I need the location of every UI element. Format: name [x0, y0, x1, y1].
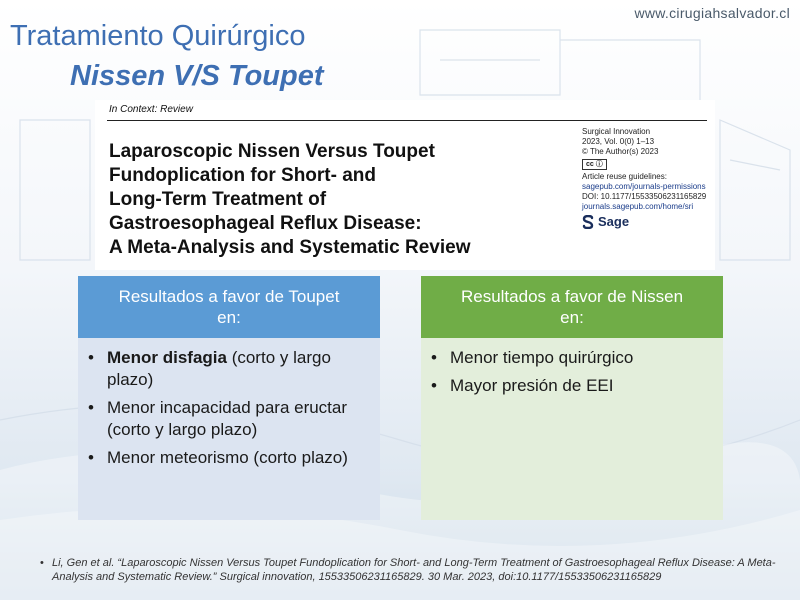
journal-volume: 2023, Vol. 0(0) 1–13 — [582, 137, 655, 146]
toupet-panel-heading — [78, 276, 380, 338]
nissen-heading-line: Resultados a favor de Nissen — [460, 287, 684, 306]
slide-subtitle: Nissen V/S Toupet — [70, 60, 324, 92]
reuse-link: sagepub.com/journals-permissions — [582, 182, 706, 191]
toupet-panel-body — [78, 338, 380, 520]
cc-license-badge: cc ⓘ — [582, 159, 607, 170]
list-item-text: Mayor presión de EEI — [450, 376, 614, 395]
nissen-results-panel — [421, 276, 723, 520]
list-item-text: Menor meteorismo (corto plazo) — [107, 448, 348, 467]
list-item-emphasis: Menor disfagia — [107, 348, 227, 367]
publisher-name: Sage — [598, 214, 630, 229]
paper-title — [109, 140, 549, 260]
toupet-heading-line: Resultados a favor de Toupet — [118, 287, 340, 306]
list-item-text: (corto y largo plazo) — [107, 348, 331, 389]
paper-title-line: Gastroesophageal Reflux Disease: — [109, 213, 422, 234]
paper-title-line: Long-Term Treatment of — [109, 189, 327, 210]
copyright: © The Author(s) 2023 — [582, 147, 659, 156]
journal-link: journals.sagepub.com/home/sri — [582, 202, 694, 211]
paper-header-image — [95, 100, 715, 270]
list-item — [431, 375, 711, 397]
sage-logo-icon — [582, 215, 594, 229]
list-item — [88, 447, 368, 469]
toupet-results-panel — [78, 276, 380, 520]
list-item-text: Menor incapacidad para eructar (corto y largo plazo) — [107, 398, 348, 439]
reuse-label: Article reuse guidelines: — [582, 172, 667, 181]
reference-citation — [40, 556, 792, 584]
list-item — [88, 347, 368, 391]
paper-context-label: In Context: Review — [109, 104, 193, 115]
list-item — [88, 397, 368, 441]
paper-title-line: A Meta-Analysis and Systematic Review — [109, 237, 471, 258]
list-item-text: Menor tiempo quirúrgico — [450, 348, 634, 367]
nissen-panel-heading — [421, 276, 723, 338]
paper-title-line: Fundoplication for Short- and — [109, 165, 377, 186]
site-url: www.cirugiahsalvador.cl — [634, 5, 790, 21]
reference-bullet: • — [40, 557, 44, 569]
journal-name: Surgical Innovation — [582, 127, 651, 136]
list-item — [431, 347, 711, 369]
nissen-panel-body — [421, 338, 723, 520]
nissen-results-list — [431, 347, 711, 397]
paper-divider — [107, 120, 707, 121]
toupet-heading-line: en: — [217, 308, 241, 327]
toupet-results-list — [88, 347, 368, 469]
slide-title: Tratamiento Quirúrgico — [10, 20, 306, 52]
reference-text: Li, Gen et al. “Laparoscopic Nissen Versus Toupet Fundoplication for Short- and Long-Term Treatment of Gastroesophageal Reflux Disease: A Meta-Analysis and Systematic Review.” Surgical innovation, 15533506231165829. 30 Mar. 2023, doi:10.1177/15533506231165829 — [52, 557, 776, 583]
paper-meta — [582, 127, 722, 229]
publisher-logo — [582, 215, 722, 229]
paper-title-line: Laparoscopic Nissen Versus Toupet — [109, 141, 435, 162]
doi: DOI: 10.1177/15533506231165829 — [582, 192, 707, 201]
nissen-heading-line: en: — [560, 308, 584, 327]
